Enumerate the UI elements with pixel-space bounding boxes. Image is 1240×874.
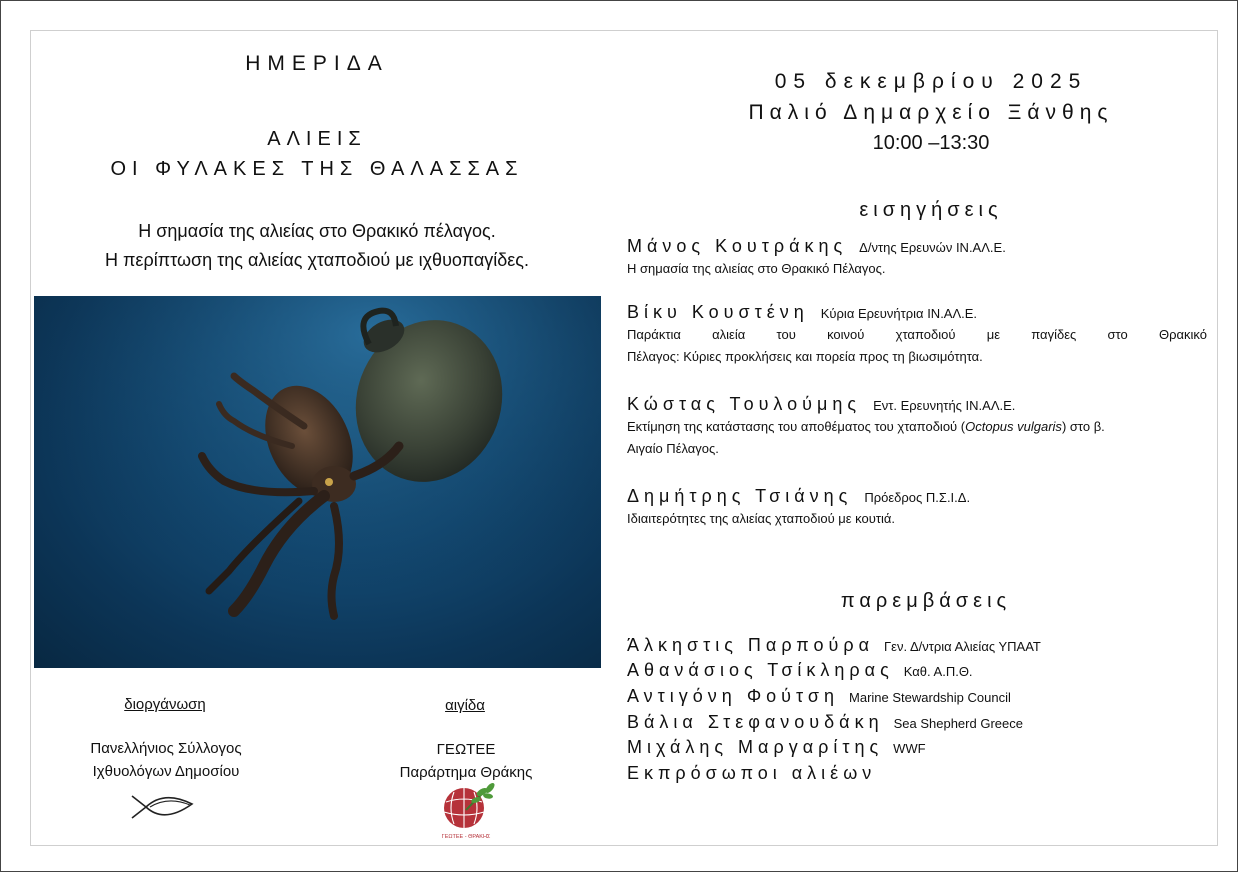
panelist-role: Marine Stewardship Council xyxy=(849,690,1011,705)
event-venue: Παλιό Δημαρχείο Ξάνθης xyxy=(748,101,1114,124)
panelist-role: Sea Shepherd Greece xyxy=(893,716,1023,731)
panelist-name: Αντιγόνη Φούτση xyxy=(627,686,840,706)
talk-topic-line2: Πέλαγος: Κύριες προκλήσεις και πορεία προς τη βιωσιμότητα. xyxy=(627,349,983,364)
subtitle-line2: Η περίπτωση της αλιείας χταποδιού με ιχθυοπαγίδες. xyxy=(105,250,529,270)
organization-name-line2: Ιχθυολόγων Δημοσίου xyxy=(92,763,240,780)
intervention-row xyxy=(627,635,1041,656)
panelist-name: Άλκηστις Παρπούρα xyxy=(627,635,874,655)
speaker-role: Πρόεδρος Π.Σ.Ι.Δ. xyxy=(864,490,971,505)
panelist-name: Εκπρόσωποι αλιέων xyxy=(627,763,877,783)
panelist-name: Αθανάσιος Τσίκληρας xyxy=(627,660,894,680)
event-type-title: ΗΜΕΡΙΔΑ xyxy=(245,52,389,75)
auspices-logo-text: ΓΕΩΤΕΕ - ΘΡΑΚΗΣ xyxy=(441,834,491,840)
talks-heading: εισηγήσεις xyxy=(859,199,1003,221)
talk-item xyxy=(627,394,1211,460)
octopus-illustration xyxy=(34,296,601,668)
event-date: 05 δεκεμβρίου 2025 xyxy=(774,70,1088,93)
globe-olive-branch-logo-icon xyxy=(436,780,506,847)
main-title-line2: ΟΙ ΦΥΛΑΚΕΣ ΤΗΣ ΘΑΛΑΣΣΑΣ xyxy=(110,158,524,180)
talk-topic-line1: Παράκτια αλιεία του κοινού χταποδιού με παγίδες στο Θρακικό xyxy=(627,327,1207,342)
intervention-row xyxy=(627,737,926,758)
event-time: 10:00 –13:30 xyxy=(872,132,990,154)
speaker-role: Κύρια Ερευνήτρια ΙΝ.ΑΛ.Ε. xyxy=(820,306,978,321)
talk-topic: Ιδιαιτερότητες της αλιείας χταποδιού με κουτιά. xyxy=(627,511,896,526)
talk-item xyxy=(627,236,1211,280)
talk-topic-post: ) στο β. xyxy=(1061,419,1105,434)
auspices-heading: αιγίδα xyxy=(445,697,485,714)
talk-item xyxy=(627,486,1211,530)
panelist-role: Καθ. Α.Π.Θ. xyxy=(903,664,973,679)
species-name: Octopus vulgaris xyxy=(965,419,1062,434)
speaker-name: Μάνος Κουτράκης xyxy=(627,236,848,256)
speaker-name: Δημήτρης Τσιάνης xyxy=(627,486,853,506)
talk-topic-pre: Εκτίμηση της κατάστασης του αποθέματος του χταποδιού ( xyxy=(627,419,966,434)
talk-item xyxy=(627,302,1211,368)
speaker-role: Δ/ντης Ερευνών ΙΝ.ΑΛ.Ε. xyxy=(859,240,1006,255)
organization-heading: διοργάνωση xyxy=(124,696,206,713)
talk-topic-line2: Αιγαίο Πέλαγος. xyxy=(627,441,719,456)
intervention-row xyxy=(627,763,876,784)
intervention-row xyxy=(627,660,973,681)
octopus-photo xyxy=(34,296,601,668)
intervention-row xyxy=(627,712,1023,733)
speaker-name: Κώστας Τουλούμης xyxy=(627,394,862,414)
panelist-role: Γεν. Δ/ντρια Αλιείας ΥΠΑΑΤ xyxy=(883,639,1041,654)
auspices-name-line1: ΓΕΩΤΕΕ xyxy=(436,741,496,758)
panelist-name: Βάλια Στεφανουδάκη xyxy=(627,712,884,732)
panelist-name: Μιχάλης Μαργαρίτης xyxy=(627,737,884,757)
main-title-line1: ΑΛΙΕΙΣ xyxy=(267,128,367,150)
speaker-role: Εντ. Ερευνητής ΙΝ.ΑΛ.Ε. xyxy=(873,398,1016,413)
subtitle-line1: Η σημασία της αλιείας στο Θρακικό πέλαγος. xyxy=(138,221,496,241)
fish-logo-icon xyxy=(128,790,196,829)
panelist-role: WWF xyxy=(893,741,926,756)
intervention-row xyxy=(627,686,1011,707)
interventions-heading: παρεμβάσεις xyxy=(840,590,1012,612)
talk-topic: Η σημασία της αλιείας στο Θρακικό Πέλαγος. xyxy=(627,261,886,276)
speaker-name: Βίκυ Κουστένη xyxy=(627,302,809,322)
auspices-name-line2: Παράρτημα Θράκης xyxy=(399,764,533,781)
organization-name-line1: Πανελλήνιος Σύλλογος xyxy=(90,740,242,757)
